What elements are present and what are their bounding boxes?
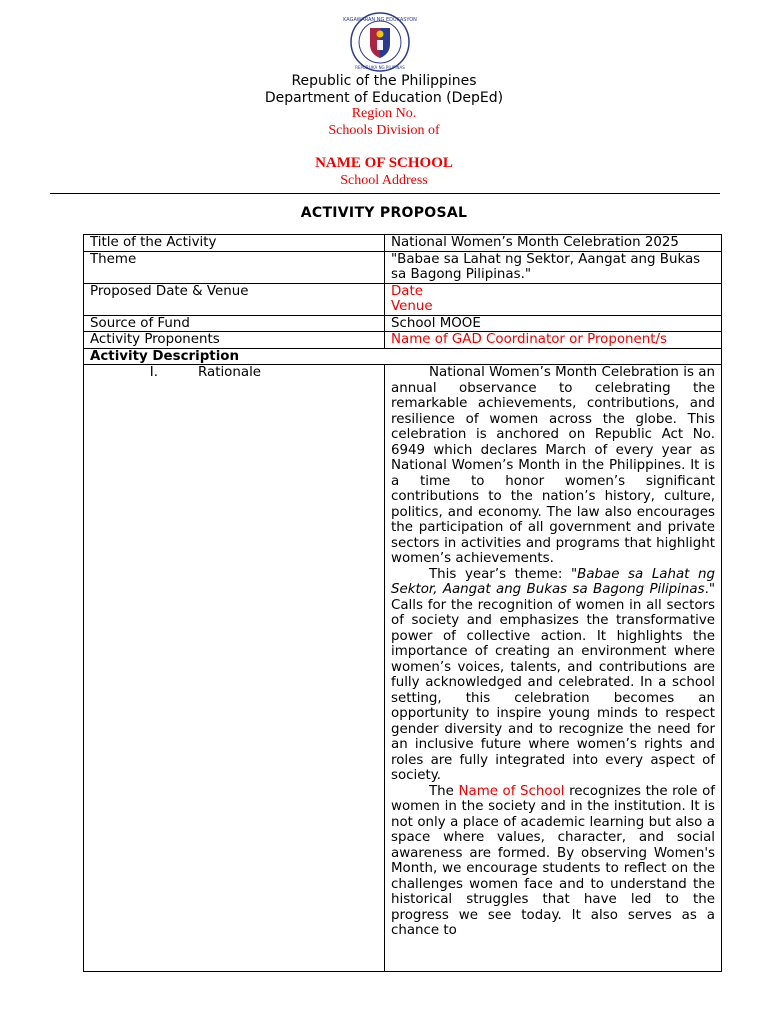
table-row <box>84 251 722 283</box>
rationale-paragraph-2: This year’s theme: "Babae sa Lahat ng Sektor, Aangat ang Bukas sa Bagong Pilipinas." Calls for the recognition of women in all sectors of society and emphasizes the transformative power of collective action. It highlights the importance of creating an environment where women’s voices, talents, and contributions are fully acknowledged and celebrated. In a school setting, this celebration becomes an opportunity to inspire young minds to respect gender diversity and to recognize the need for an inclusive future where women’s rights and roles are fully integrated into every aspect of society. <box>391 566 715 783</box>
activity-description-heading: Activity Description <box>84 348 722 365</box>
rationale-text-cell <box>385 365 722 972</box>
title-label: Title of the Activity <box>84 235 385 252</box>
proposal-table <box>83 234 722 972</box>
date-venue-label: Proposed Date & Venue <box>84 283 385 315</box>
rationale-number: I. <box>149 365 158 380</box>
seal-text-top: KAGAWARAN NG EDUKASYON <box>343 17 417 23</box>
proponents-label: Activity Proponents <box>84 332 385 349</box>
date-value: Date <box>391 283 424 299</box>
header-republic: Republic of the Philippines <box>291 73 477 89</box>
document-title: ACTIVITY PROPOSAL <box>300 205 468 221</box>
theme-label: Theme <box>84 251 385 283</box>
header-division: Schools Division of <box>328 123 440 138</box>
table-row <box>84 315 722 332</box>
header-region: Region No. <box>351 106 417 121</box>
header-school-address: School Address <box>340 173 428 188</box>
header-department: Department of Education (DepEd) <box>264 90 504 106</box>
table-row <box>84 332 722 349</box>
rationale-label: Rationale <box>198 365 262 380</box>
deped-seal-logo <box>343 12 417 72</box>
rationale-label-cell <box>84 365 385 972</box>
header-school-name: NAME OF SCHOOL <box>315 155 453 171</box>
seal-text-bottom: REPUBLIKA NG PILIPINAS <box>355 65 405 70</box>
school-name-inline: Name of School <box>458 783 565 799</box>
venue-value: Venue <box>391 299 433 314</box>
fund-label: Source of Fund <box>84 315 385 332</box>
rationale-paragraph-1: National Women’s Month Celebration is an annual observance to celebrating the remarkable achievements, contributions, and resilience of women across the globe. This celebration is anchored on Republic Act No. 6949 which declares March of every year as National Women’s Month in the Philippines. It is a time to honor women’s significant contributions to the nation’s history, culture, politics, and economy. The law also encourages the participation of all government and private sectors in activities and programs that highlight women’s achievements. <box>391 365 715 566</box>
table-row <box>84 235 722 252</box>
rationale-paragraph-3: The Name of School recognizes the role of women in the society and in the institution. It is not only a place of academic learning but also a space where values, character, and social awareness are formed. By observing Women's Month, we encourage students to reflect on the challenges women face and to understand the historical struggles that have led to the progress we see today. It also serves as a chance to <box>391 783 715 938</box>
table-row <box>84 283 722 315</box>
title-value: National Women’s Month Celebration 2025 <box>385 235 722 252</box>
theme-italic: Babae sa Lahat ng Sektor, Aangat ang Bukas sa Bagong Pilipinas <box>391 566 715 597</box>
theme-value: "Babae sa Lahat ng Sektor, Aangat ang Bukas sa Bagong Pilipinas." <box>385 251 722 283</box>
fund-value: School MOOE <box>385 315 722 332</box>
table-row <box>84 365 722 972</box>
header-divider <box>50 193 720 194</box>
date-venue-value <box>385 283 722 315</box>
proponents-value: Name of GAD Coordinator or Proponent/s <box>385 332 722 349</box>
table-row <box>84 348 722 365</box>
